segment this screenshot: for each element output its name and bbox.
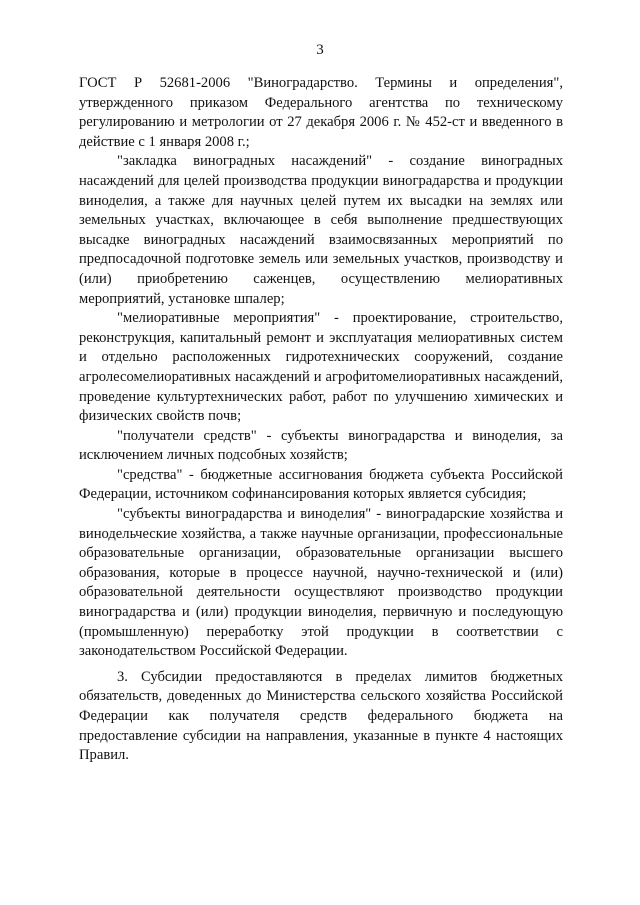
document-body — [79, 74, 563, 766]
paragraph-definition-funds: "средства" - бюджетные ассигнования бюджета субъекта Российской Федерации, источником софинансирования которых является субсидия; — [79, 466, 563, 503]
paragraph-gost-reference: ГОСТ Р 52681-2006 "Виноградарство. Термины и определения", утвержденного приказом Федерального агентства по техническому регулированию и метрологии от 27 декабря 2006 г. № 452-ст и введенного в действие с 1 января 2008 г.; — [79, 75, 563, 150]
paragraph-definition-subjects: "субъекты виноградарства и виноделия" - виноградарские хозяйства и винодельческие хозяйства, а также научные организации, профессиональные образовательные организации, образовательные организации высшего образования, которые в процессе научной, научно-технической и (или) образовательной деятельности осуществляют производство продукции виноградарства и (или) продукции виноделия, первичную и последующую (промышленную) переработку этой продукции в соответствии с законодательством Российской Федерации. — [79, 506, 563, 660]
paragraph-definition-recipients: "получатели средств" - субъекты виноградарства и виноделия, за исключением личных подсобных хозяйств; — [79, 427, 563, 464]
paragraph-clause-3: 3. Субсидии предоставляются в пределах лимитов бюджетных обязательств, доведенных до Министерства сельского хозяйства Российской Федерации как получателя средств федерального бюджета на предоставление субсидии на направления, указанные в пункте 4 настоящих Правил. — [79, 668, 563, 764]
paragraph-definition-planting: "закладка виноградных насаждений" - создание виноградных насаждений для целей производства продукции виноградарства и продукции виноделия, а также для научных целей путем их высадки на землях или земельных участках, включающее в себя выполнение предшествующих высадке виноградных насаждений взаимосвязанных мероприятий по предпосадочной подготовке земель или земельных участков, производству и (или) приобретению саженцев, осуществлению мелиоративных мероприятий, установке шпалер; — [79, 153, 563, 307]
paragraph-definition-melioration: "мелиоративные мероприятия" - проектирование, строительство, реконструкция, капитальный ремонт и эксплуатация мелиоративных систем и отдельно расположенных гидротехнических сооружений, создание агролесомелиоративных насаждений и агрофитомелиоративных насаждений, проведение культуртехнических работ, работ по улучшению химических и физических свойств почв; — [79, 310, 563, 425]
page-number: 3 — [316, 42, 324, 58]
